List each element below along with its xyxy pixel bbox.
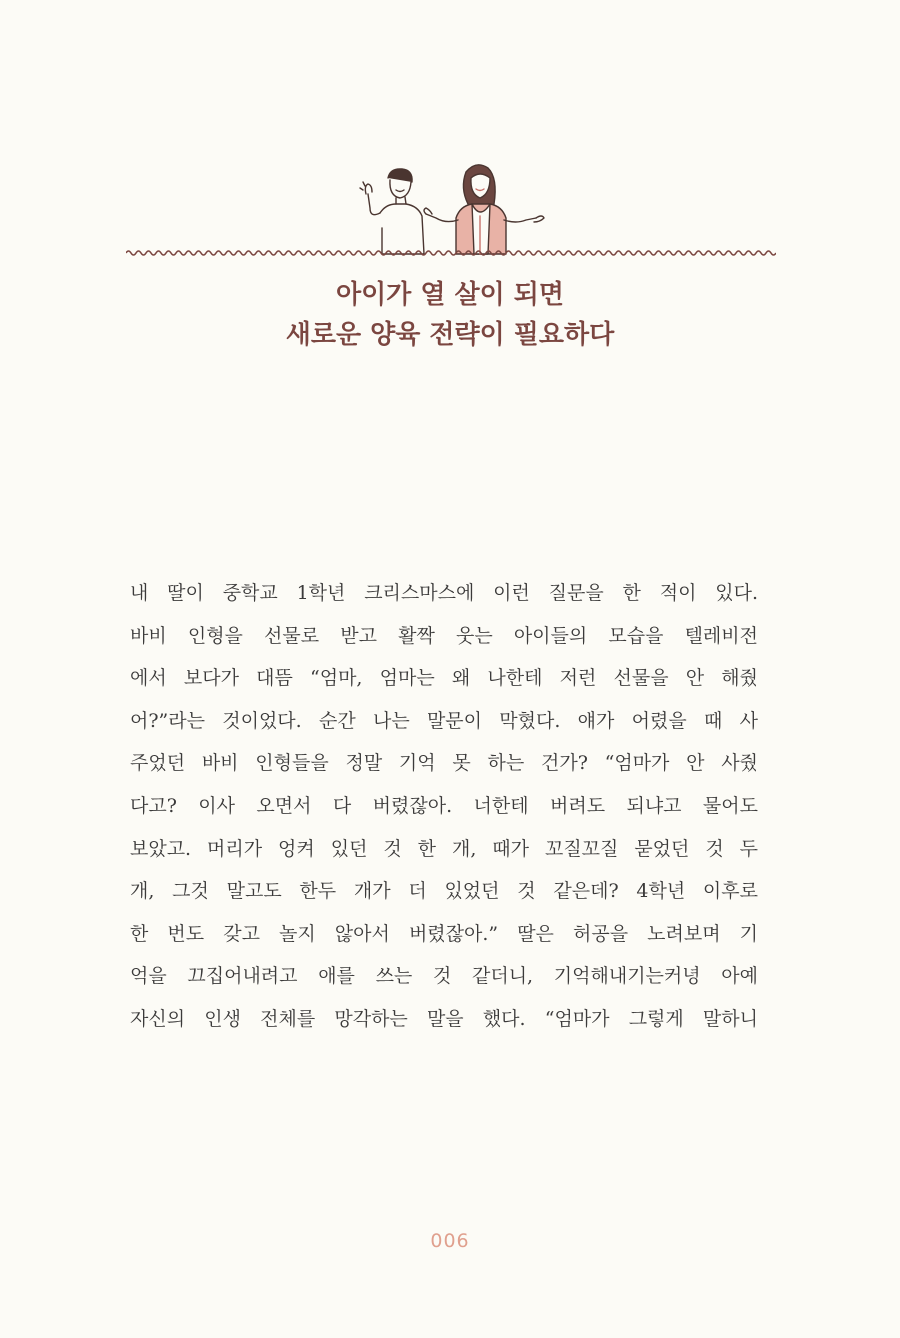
body-line: 바비 인형을 선물로 받고 활짝 웃는 아이들의 모습을 텔레비전 [130,624,758,647]
wavy-divider [126,245,776,261]
body-line: 자신의 인생 전체를 망각하는 말을 했다. “엄마가 그렇게 말하니 [130,1007,758,1030]
man-figure [360,169,424,254]
body-line: 에서 보다가 대뜸 “엄마, 엄마는 왜 나한테 저런 선물을 안 해줬 [130,667,758,690]
body-line: 억을 끄집어내려고 애를 쓰는 것 같더니, 기억해내기는커녕 아예 [130,965,758,988]
body-line: 주었던 바비 인형들을 정말 기억 못 하는 건가? “엄마가 안 사줬 [130,752,758,775]
body-line: 어?”라는 것이었다. 순간 나는 말문이 막혔다. 얘가 어렸을 때 사 [130,709,758,732]
woman-figure [424,165,544,254]
page-number: 006 [430,1230,470,1252]
chapter-title-line-2: 새로운 양육 전략이 필요하다 [285,320,615,350]
body-line: 보았고. 머리가 엉켜 있던 것 한 개, 때가 꼬질꼬질 묻었던 것 두 [130,837,758,860]
body-paragraph [130,572,758,1041]
body-line: 개, 그것 말고도 한두 개가 더 있었던 것 같은데? 4학년 이후로 [130,880,758,903]
couple-illustration [330,158,550,258]
body-line: 한 번도 갖고 놀지 않아서 버렸잖아.” 딸은 허공을 노려보며 기 [130,922,758,945]
body-line: 내 딸이 중학교 1학년 크리스마스에 이런 질문을 한 적이 있다. [130,582,758,604]
chapter-title-line-1: 아이가 열 살이 되면 [335,280,565,310]
body-line: 다고? 이사 오면서 다 버렸잖아. 너한테 버려도 되냐고 물어도 [130,794,758,817]
